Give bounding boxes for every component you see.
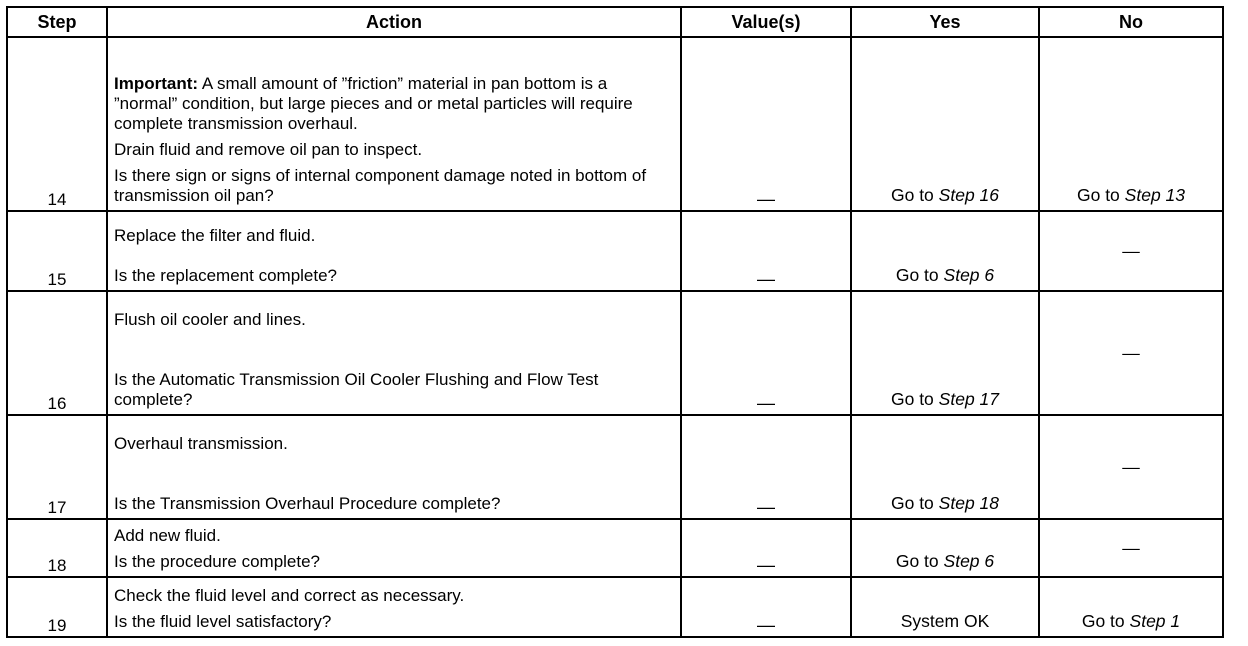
question-text: Is there sign or signs of internal component damage noted in bottom of transmission oil pan? [114, 166, 647, 205]
table-row [7, 519, 1223, 577]
yes-cell[interactable] [851, 37, 1039, 211]
step-number: 19 [7, 577, 107, 637]
table-row [7, 37, 1223, 211]
no-cell: — [1039, 211, 1223, 291]
yes-prefix: Go to [890, 389, 934, 409]
value-cell: — [681, 211, 851, 291]
question-text: Is the procedure complete? [114, 552, 321, 571]
header-yes: Yes [851, 7, 1039, 37]
action-text: Add new fluid. [114, 526, 221, 545]
header-row [7, 7, 1223, 37]
yes-cell[interactable]: System OK [851, 577, 1039, 637]
step-number: 18 [7, 519, 107, 577]
yes-prefix: Go to [895, 551, 939, 571]
action-text: Overhaul transmission. [114, 434, 288, 453]
no-cell: — [1039, 291, 1223, 415]
important-note [114, 74, 674, 134]
action-text: Drain fluid and remove oil pan to inspect. [114, 140, 423, 159]
value-cell: — [681, 577, 851, 637]
yes-prefix: Go to [895, 265, 939, 285]
header-values: Value(s) [681, 7, 851, 37]
yes-prefix: Go to [890, 493, 934, 513]
no-cell: — [1039, 415, 1223, 519]
yes-step-link[interactable]: Step 6 [943, 265, 995, 285]
no-prefix: Go to [1081, 611, 1125, 631]
table-row [7, 415, 1223, 519]
no-step-link[interactable]: Step 13 [1124, 185, 1185, 205]
yes-cell[interactable] [851, 291, 1039, 415]
header-action: Action [107, 7, 681, 37]
action-cell [107, 577, 681, 637]
important-label: Important: [114, 74, 199, 93]
header-step: Step [7, 7, 107, 37]
no-prefix: Go to [1076, 185, 1120, 205]
step-number: 17 [7, 415, 107, 519]
no-cell[interactable] [1039, 577, 1223, 637]
important-text: A small amount of ”friction” material in pan bottom is a ”normal” condition, but large pieces and or metal particles will require complete transmission overhaul. [114, 74, 633, 133]
yes-step-link[interactable]: Step 18 [938, 493, 999, 513]
value-cell: — [681, 37, 851, 211]
action-cell [107, 37, 681, 211]
table-row [7, 211, 1223, 291]
question-text: Is the Transmission Overhaul Procedure complete? [114, 494, 501, 513]
yes-cell[interactable] [851, 415, 1039, 519]
step-number: 16 [7, 291, 107, 415]
yes-step-link[interactable]: Step 6 [943, 551, 995, 571]
yes-step-link[interactable]: Step 16 [938, 185, 999, 205]
diagnostic-table [6, 6, 1224, 638]
action-cell [107, 519, 681, 577]
yes-step-link[interactable]: Step 17 [938, 389, 999, 409]
value-cell: — [681, 519, 851, 577]
action-cell [107, 211, 681, 291]
no-cell: — [1039, 519, 1223, 577]
no-step-link[interactable]: Step 1 [1129, 611, 1181, 631]
action-text: Flush oil cooler and lines. [114, 310, 306, 329]
no-cell[interactable] [1039, 37, 1223, 211]
question-text: Is the replacement complete? [114, 266, 338, 285]
table-row [7, 577, 1223, 637]
yes-cell[interactable] [851, 519, 1039, 577]
action-cell [107, 415, 681, 519]
yes-cell[interactable] [851, 211, 1039, 291]
table-row [7, 291, 1223, 415]
value-cell: — [681, 291, 851, 415]
value-cell: — [681, 415, 851, 519]
step-number: 15 [7, 211, 107, 291]
action-text: Replace the filter and fluid. [114, 226, 316, 245]
question-text: Is the fluid level satisfactory? [114, 612, 332, 631]
action-cell [107, 291, 681, 415]
action-text: Check the fluid level and correct as necessary. [114, 586, 465, 605]
yes-prefix: Go to [890, 185, 934, 205]
header-no: No [1039, 7, 1223, 37]
step-number: 14 [7, 37, 107, 211]
question-text: Is the Automatic Transmission Oil Cooler Flushing and Flow Test complete? [114, 370, 599, 409]
